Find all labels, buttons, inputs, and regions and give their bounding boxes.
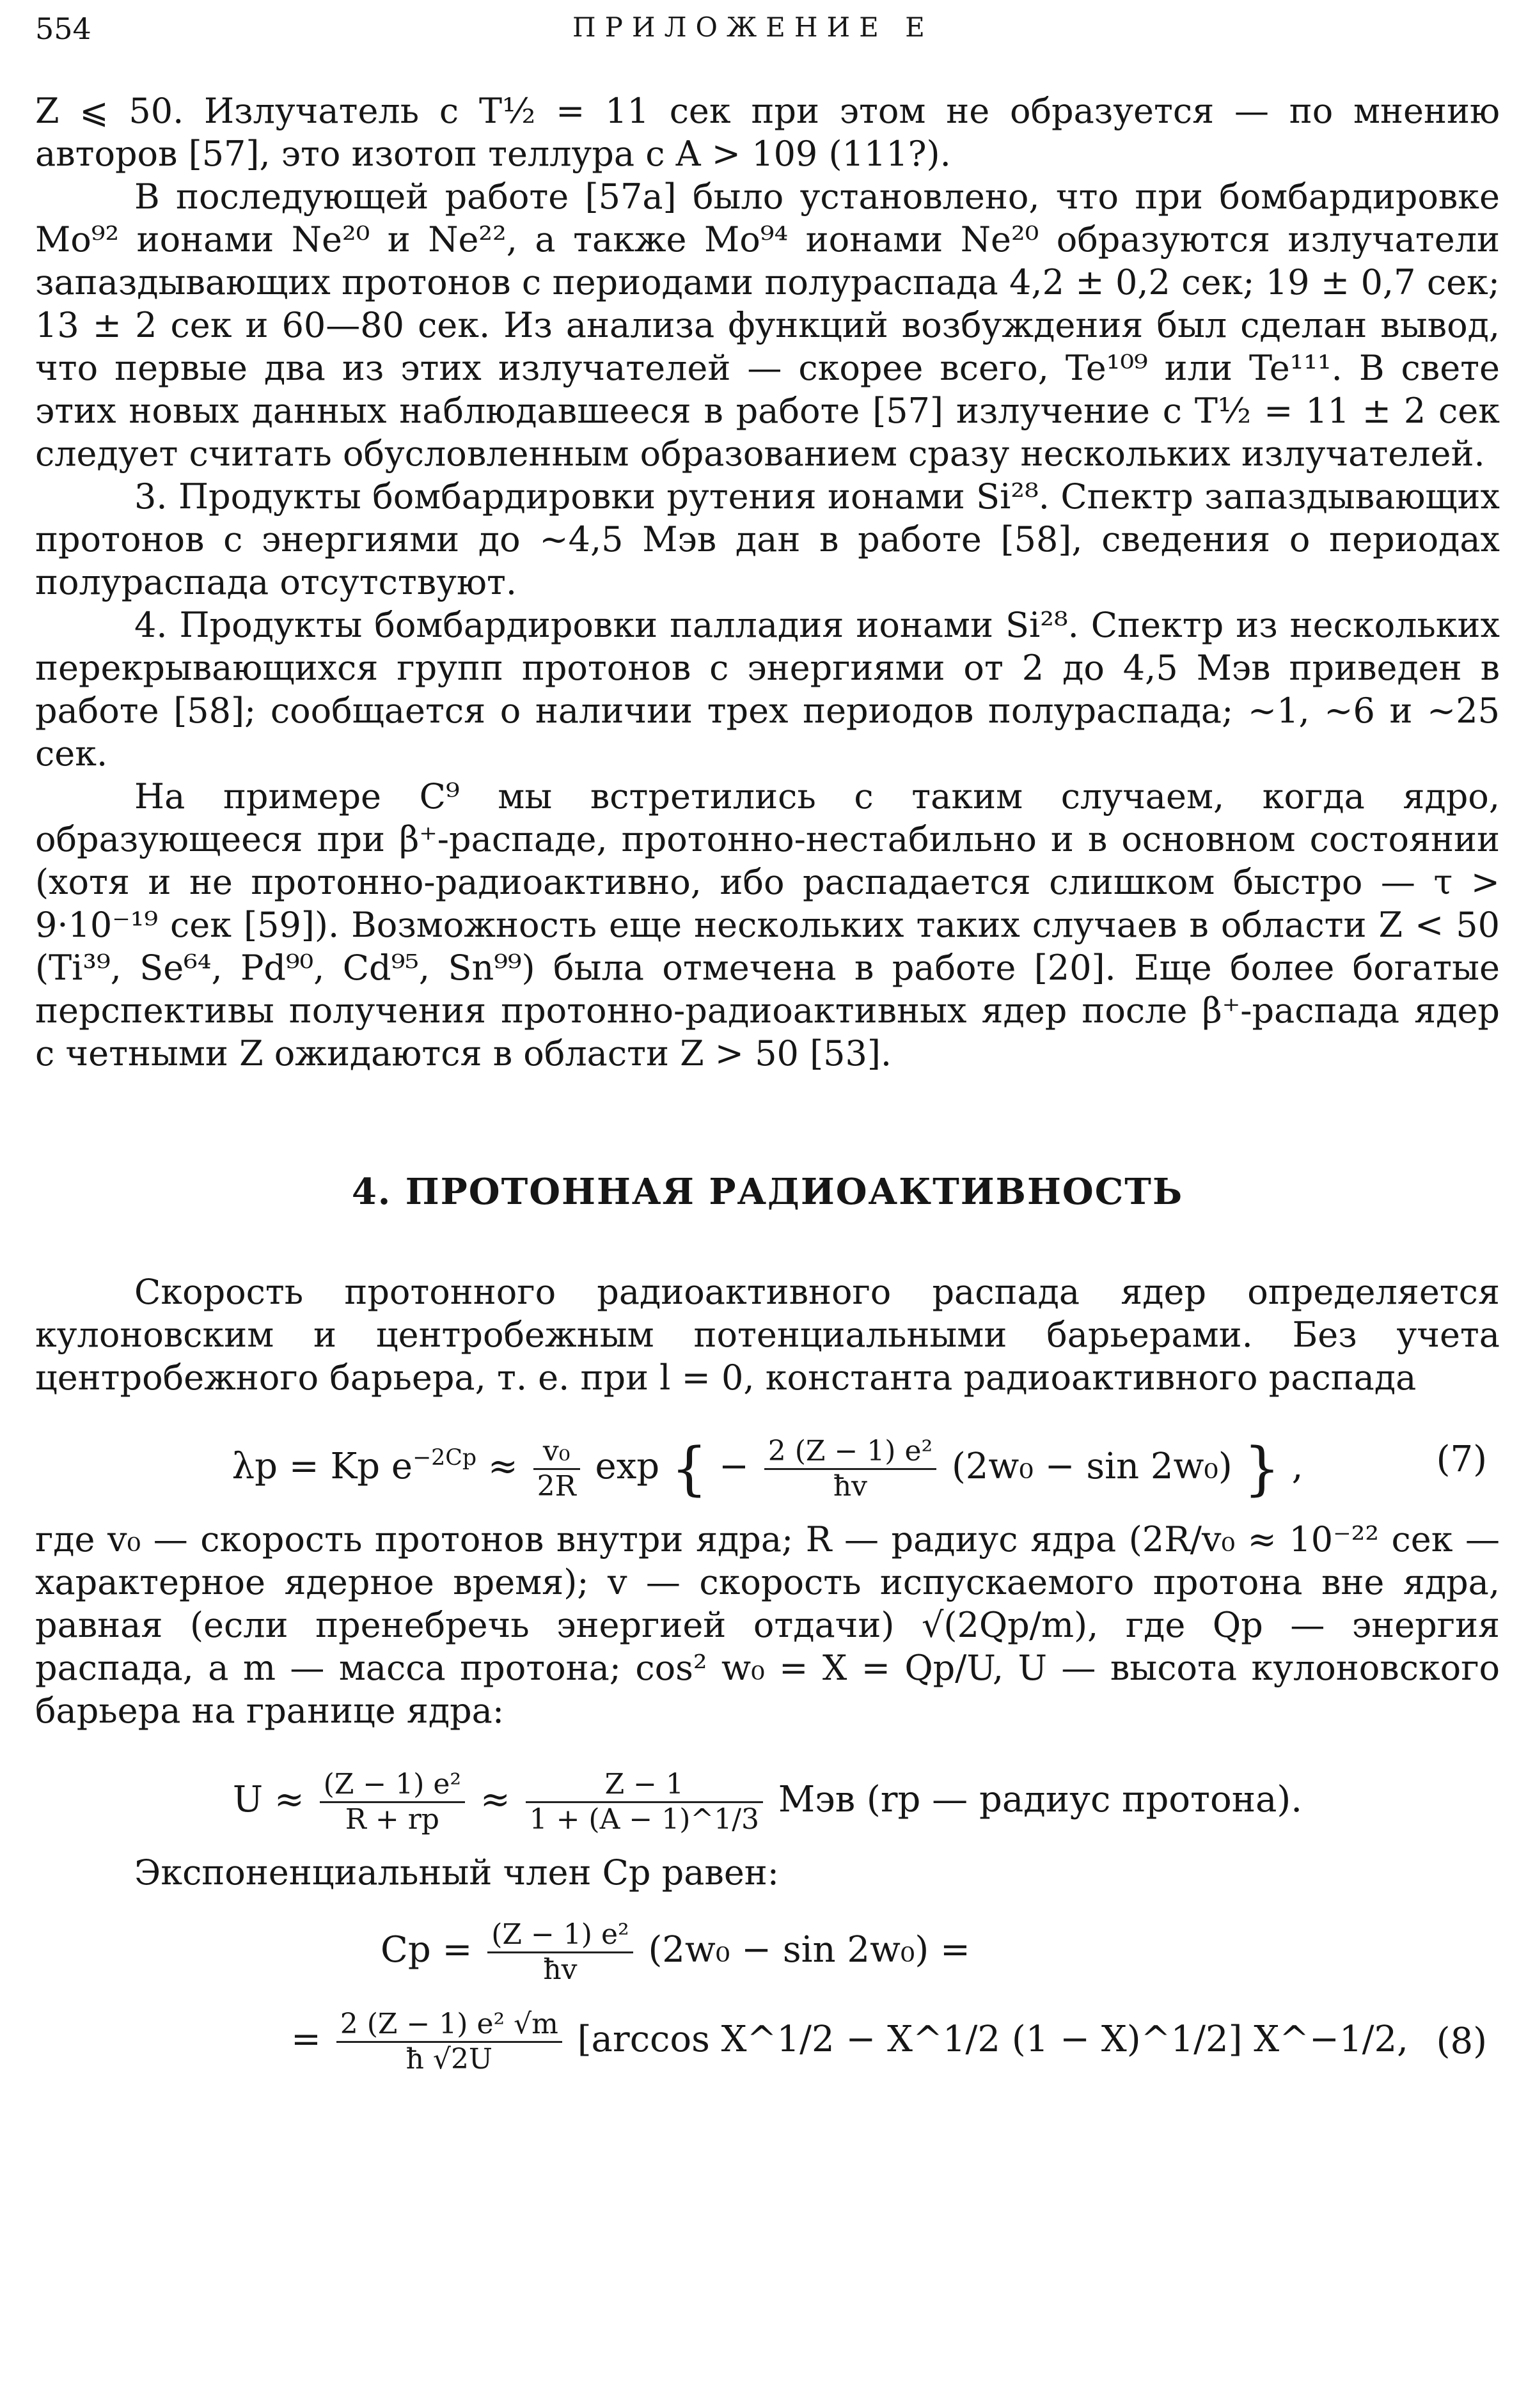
paragraph-2: В последующей работе [57а] было установлено, что при бомбардировке Mo⁹² ионами Ne²⁰ и Ne²², а также Mo⁹⁴ ионами Ne²⁰ образуются излучатели запаздывающих протонов с периодами полураспада 4,2 ± 0,2 сек; 19 ± 0,7 сек; 13 ± 2 сек и 60—80 сек. Из анализа функций возбуждения был сделан вывод, что первые два из этих излучателей — скорее всего, Te¹⁰⁹ или Te¹¹¹. В свете этих новых данных наблюдавшееся в работе [57] излучение с T½ = 11 ± 2 сек следует считать обусловленным образованием сразу нескольких излучателей. xyxy=(35,176,1500,474)
eq7-exp-word: exp xyxy=(595,1446,660,1487)
running-head: ПРИЛОЖЕНИЕ Е xyxy=(572,12,934,43)
equation-number-7: (7) xyxy=(1436,1439,1487,1480)
equation-8 xyxy=(35,1912,1500,2104)
paragraph-5: На примере C⁹ мы встретились с таким случаем, когда ядро, образующееся при β⁺-распаде, протонно-нестабильно и в основном состоянии (хотя и не протонно-радиоактивно, ибо распадается слишком быстро — τ > 9·10⁻¹⁹ сек [59]). Возможность еще нескольких таких случаев в области Z < 50 (Ti³⁹, Se⁶⁴, Pd⁹⁰, Cd⁹⁵, Sn⁹⁹) была отмечена в работе [20]. Еще более богатые перспективы получения протонно-радиоактивных ядер после β⁺-распада ядер с четными Z ожидаются в области Z > 50 [53]. xyxy=(35,776,1500,1074)
paragraph-8: Экспоненциальный член Cp равен: xyxy=(134,1852,779,1893)
eq7-fraction: $\frac{\text{v₀}}{2R}$ xyxy=(533,1435,580,1503)
paragraph-6: Скорость протонного радиоактивного распада ядер определяется кулоновским и центробежным потенциальными барьерами. Без учета центробежного барьера, т. е. при l = 0, константа радиоактивного распада xyxy=(35,1272,1500,1398)
equation-number-8: (8) xyxy=(1436,2021,1487,2062)
eq7-inner-fraction: $\frac{\text{2 (Z − 1) e²}}{ħv}$ xyxy=(764,1435,936,1503)
eqU-tail: Мэв (rp — радиус протона). xyxy=(778,1779,1303,1820)
page-number: 554 xyxy=(35,12,91,46)
section-title: 4. ПРОТОННАЯ РАДИОАКТИВНОСТЬ xyxy=(351,1171,1184,1213)
paragraph-3: 3. Продукты бомбардировки рутения ионами Si²⁸. Спектр запаздывающих протонов с энергиями до ~4,5 Мэв дан в работе [58], сведения о периодах полураспада отсутствуют. xyxy=(35,476,1500,602)
eq8-line-2: = $\frac{\text{2 (Z − 1) e² √m}}{ħ √2U}$ [arccos X^1/2 − X^1/2 (1 − X)^1/2] X^−1/2, xyxy=(291,2008,1408,2076)
eqU-fraction-2: $\frac{Z - 1}{1 + (A - 1)\^{}1/3}$ xyxy=(526,1768,763,1836)
eq8-line-1: Cp = $\frac{\text{(Z − 1) e²}}{ħv}$ (2w₀ − sin 2w₀) = xyxy=(381,1918,970,1986)
equation-U: U ≈ $\frac{\text{(Z − 1) e²}}{R + rp}$ ≈ $\frac{Z - 1}{1 + (A - 1)\^{}1/3}$ Мэв (rp — радиус протона). xyxy=(232,1768,1303,1836)
paragraph-4: 4. Продукты бомбардировки палладия ионами Si²⁸. Спектр из нескольких перекрывающихся групп протонов с энергиями от 2 до 4,5 Мэв приведен в работе [58]; сообщается о наличии трех периодов полураспада; ~1, ~6 и ~25 сек. xyxy=(35,605,1500,774)
eq7-lhs: λp = Kp e xyxy=(232,1446,413,1487)
page-body xyxy=(35,90,1500,2122)
book-page xyxy=(35,0,1500,2408)
eq7-exponent: −2Cp xyxy=(413,1444,477,1471)
paragraph-7: где v₀ — скорость протонов внутри ядра; R — радиус ядра (2R/v₀ ≈ 10⁻²² сек — характерное ядерное время); v — скорость испускаемого протона вне ядра, равная (если пренебречь энергией отдачи) √(2Qp/m), где Qp — энергия распада, а m — масса протона; cos² w₀ = X = Qp/U, U — высота кулоновского барьера на границе ядра: xyxy=(35,1519,1500,1731)
eq7-approx: ≈ xyxy=(487,1446,518,1487)
page-header xyxy=(35,12,1500,50)
eq7-tail: (2w₀ − sin 2w₀) xyxy=(951,1446,1232,1487)
paragraph-1: Z ⩽ 50. Излучатель с T½ = 11 сек при этом не образуется — по мнению авторов [57], это изотоп теллура с A > 109 (111?). xyxy=(35,91,1500,174)
eqU-lhs: U ≈ xyxy=(232,1779,304,1820)
equation-7: λp = Kp $e^{-2Cp}$ ≈ $\frac{\text{v₀}}{2R}$ exp { − $\frac{\text{2 (Z − 1) e²}}{ħv}$ (2w₀ − sin 2w₀) } , (7) xyxy=(232,1435,1487,1503)
eqU-fraction-1: $\frac{\text{(Z − 1) e²}}{R + rp}$ xyxy=(320,1768,465,1836)
